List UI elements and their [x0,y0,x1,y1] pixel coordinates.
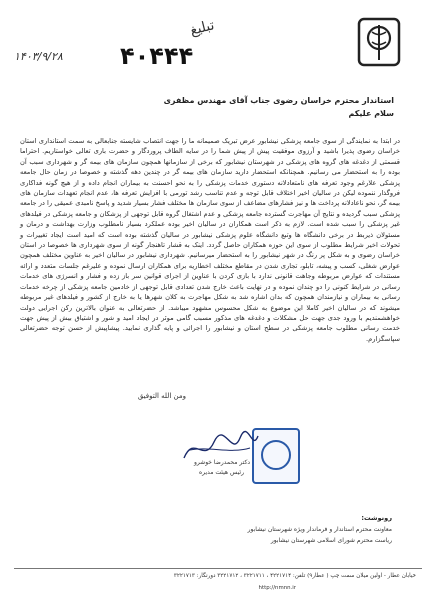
footer-website: http://nmnn.ir [258,585,296,591]
cc-item: معاونت محترم استاندار و فرماندار ویژه شهرستان نیشابور [247,526,392,533]
greeting: سلام علیکم [348,109,394,118]
letterhead-logo [344,16,414,70]
caduceus-logo-icon [356,16,402,68]
cc-item: ریاست محترم شورای اسلامی شهرستان نیشابور [270,537,392,544]
signatory-name: دکتر محمدرضا خوشرو [193,459,250,466]
letter-date: ۱۴۰۳/۹/۲۸ [14,50,63,63]
addressee: استاندار محترم خراسان رضوی جناب آقای مهندس مظفری [163,96,394,105]
closing-phrase: ومن الله التوفیق [137,392,186,400]
footer-divider [14,568,422,569]
letter-body: در ابتدا به نمایندگی از سوی جامعه پزشکی نیشابور عرض تبریک صمیمانه ما را جهت انتصاب شایسته جنابعالی به سمت استانداری استان خراسان رضوی پذیرا باشید و آرزوی موفقیت پیش از پیش شما را در سایه الطاف پروردگار و حضرت باری تعالی خواستاریم. احتراما قسمتی از دغدغه های گروه های پزشکی در شهرستان نیشابور که برخی از سازمانها همچون سازمان های بیمه گر و شهرداری سبب آن بوده را به استحضار می رسانیم. همچنانکه استحضار دارید سازمان های بیمه گر در چندین دهه گذشته و خصوصا در زمان حال جامعه پزشکی علارغم وجود تعرفه های نامتعادلانه دستوری خدمات پزشکی را به نحو احسنت به بیماران انجام داده و از هیچ گونه فداکاری فروگذار ننموده لیکن در سالیان اخیر اختلاف قابل توجه و عدم تناسب رشد تورمی با افزایش تعرفه ها، عدم انجام تعهدات سازمان های بیمه گر، نحو ناعادلانه پرداخت ها و نیز فشارهای مضاعف از سوی سازمان ها مختلف فشار بسیار شدید و پاسخ نامبدی عمیقی را در جامعه پزشکی سبب گردیده و نتایج آن مهاجرت گسترده جامعه پزشکی و عدم اشتغال گروه قابل توجهی از پزشکان و جامعه پزشکی در فیلدهای غیر پزشکی را سبب شده است. لازم به ذکر است همکاران در سالیان اخیر بوده عملکرد بسیار نامطلوب وزارت بهداشت و درمان و مسئولان ذیربط در برخی دانشگاه ها وتبع دانشگاه علوم پزشکی نیشابور در سالیان گذشته بوده است که امید است ایجاد تغییرات و تحولات اخیر شرایط مطلوب از سوی این حوزه همکاران حاصل گردد. اینک به قشار تاهنجار گونه از سوی شهرداری ها خصوصا در استان خراسان رضوی و به شکل پر رنگ در شهر نیشابور را به استحضار میرسانیم. شهرداری نیشابور در سالیان اخیر به عناوین مختلف همچون عوارض شغلی، کسب و پیشه، تابلو، تجاری شدن در مقاطع مختلف اخطاریه برای همکاران ارسال نموده و علیرغم جلسات متعدد و ارائه مستندات که عوارض مربوطه وجاهت قانونی ندارد با بازی کردن با عناوین از اجرای قوانین سر باز زده و فشار و انسرژی های خدمات رسانی در شرایط کنونی را دو چندان نموده و در نهایت باعث خارج شدن تعدادی قابل توجهی از خادمین جامعه پزشکی از چرخه خدمات رسانی به بیماران و نیازمندان همچون که بدان اشاره شد به شکل مهاجرت به کلان شهرها یا به خارج از کشور و فیلدهای غیر مربوطه میشوند که در سالیان اخیر کاملا این موضوع به شکل محسوس مشهود میباشد. از حضرتعالی به عنوان بالاترین رکن اجرایی دولت خواهشمندیم با ورود جدی جهت حل مشکلات و دغدغه های مذکور مسبب گامی موثر در ایجاد امید و شور و اشتیاق بیش از پیش جهت خدمت رسانی مطلوب جامعه پزشکی در سطح استان و نیشابور را اجرائی و پایه گذاری نمایید. پیشاپیش از حسن توجه حضرتعالی سپاسگزارم. [20,137,400,343]
signature-block [140,428,300,490]
cc-title: رونوشت: [361,514,392,522]
handwritten-stamp-word: تبلیغ [188,17,217,39]
signatory-title: رئیس هیئت مدیره [198,469,244,476]
footer-address: خیابان عطار - اولین میلان سمت چپ ( عطار۹) تلفن: ۴۲۲۱۷۱۴ ، ۳۲۲۱۷۱۱ ، ۳۲۲۱۷۱۲ دورنگار: ۳۲۲۱۷۱۳ [173,573,416,579]
letter-number: ۴۰۴۴۴ [120,42,194,70]
